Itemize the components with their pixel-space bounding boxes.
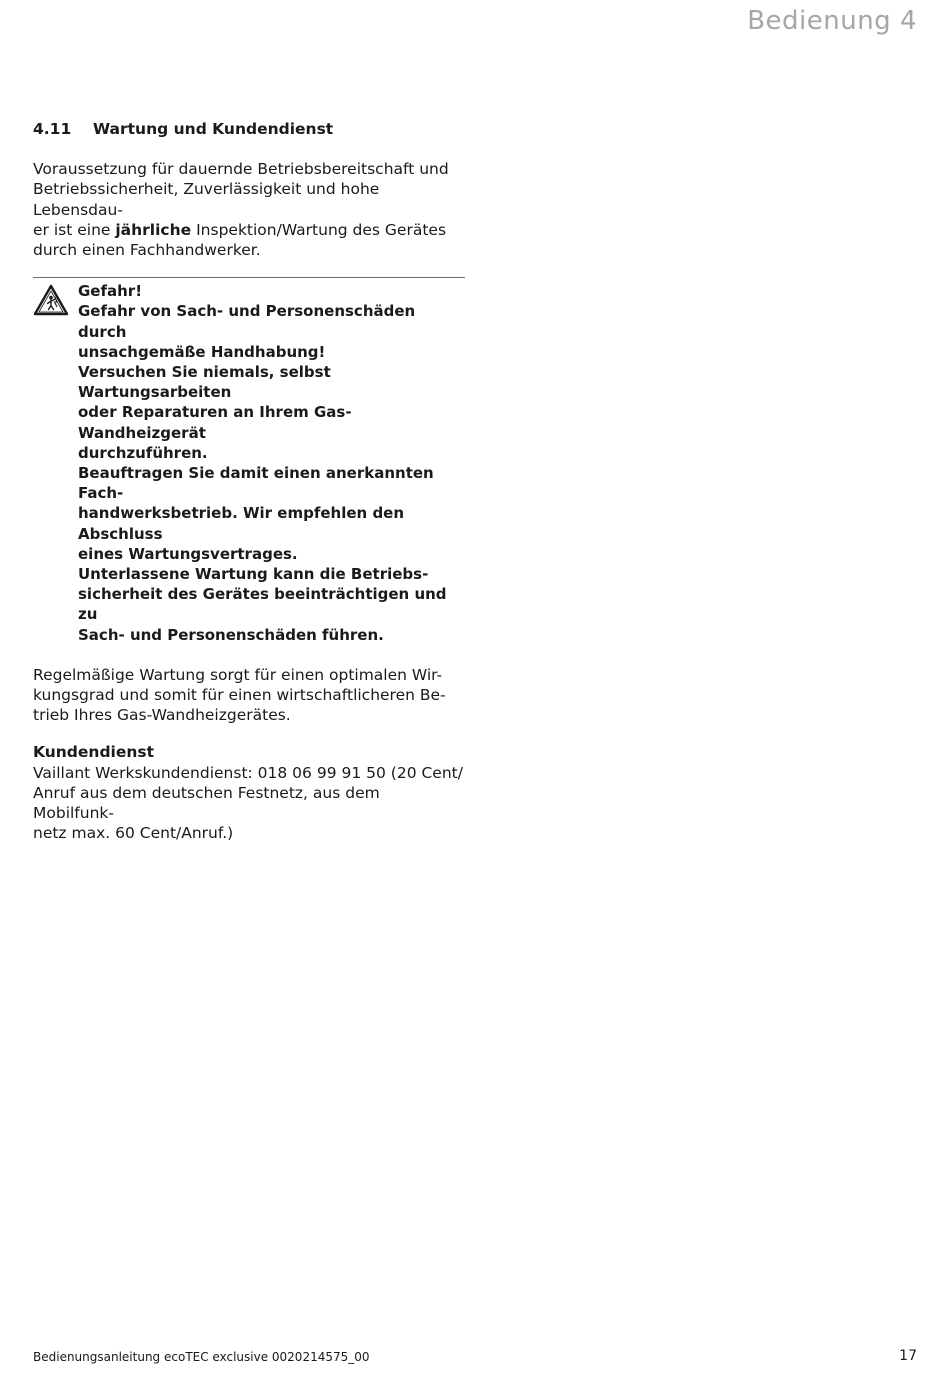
service-text: Vaillant Werkskundendienst: 018 06 99 91 50 (20 Cent/ Anruf aus dem deutschen Festnetz, aus dem Mobilfunk- netz max. 60 Cent/Anruf.) (33, 763, 463, 843)
danger-warning-triangle-icon (33, 281, 78, 645)
warning-line-consequence: Unterlassene Wartung kann die Betriebs- sicherheit des Gerätes beeinträchtigen und zu Sach- und Personenschäden führen. (78, 565, 447, 644)
intro-text-part2: Inspektion/Wartung des Gerätes durch einen Fachhandwerker. (33, 220, 447, 260)
section-number: 4.11 (33, 120, 72, 138)
warning-line-damage: Gefahr von Sach- und Personenschäden durch unsachgemäße Handhabung! (78, 302, 416, 361)
warning-title: Gefahr! (78, 282, 143, 301)
intro-paragraph (33, 159, 465, 260)
chapter-header: Bedienung 4 (747, 6, 917, 36)
intro-text-part1: Voraussetzung für dauernde Betriebsbereitschaft und Betriebssicherheit, Zuverlässigkeit und hohe Lebensdau- er ist eine (33, 160, 449, 239)
service-section (33, 742, 465, 843)
footer-document-title: Bedienungsanleitung ecoTEC exclusive 0020214575_00 (33, 1350, 370, 1364)
warning-text (78, 281, 465, 645)
page-number: 17 (899, 1348, 917, 1364)
main-content (33, 119, 465, 844)
warning-line-no-self-repair: Versuchen Sie niemals, selbst Wartungsarbeiten oder Reparaturen an Ihrem Gas-Wandheizgerät durchzuführen. (78, 363, 352, 462)
maintenance-note-paragraph: Regelmäßige Wartung sorgt für einen optimalen Wir- kungsgrad und somit für einen wirtschaftlicheren Be- trieb Ihres Gas-Wandheizgerätes. (33, 665, 446, 725)
section-heading (33, 119, 465, 139)
service-heading: Kundendienst (33, 743, 155, 762)
intro-text-bold: jährliche (115, 220, 192, 239)
danger-warning-box (33, 277, 465, 645)
warning-line-contractor: Beauftragen Sie damit einen anerkannten Fach- handwerksbetrieb. Wir empfehlen den Abschluss eines Wartungsvertrages. (78, 464, 434, 563)
section-title: Wartung und Kundendienst (93, 120, 334, 138)
